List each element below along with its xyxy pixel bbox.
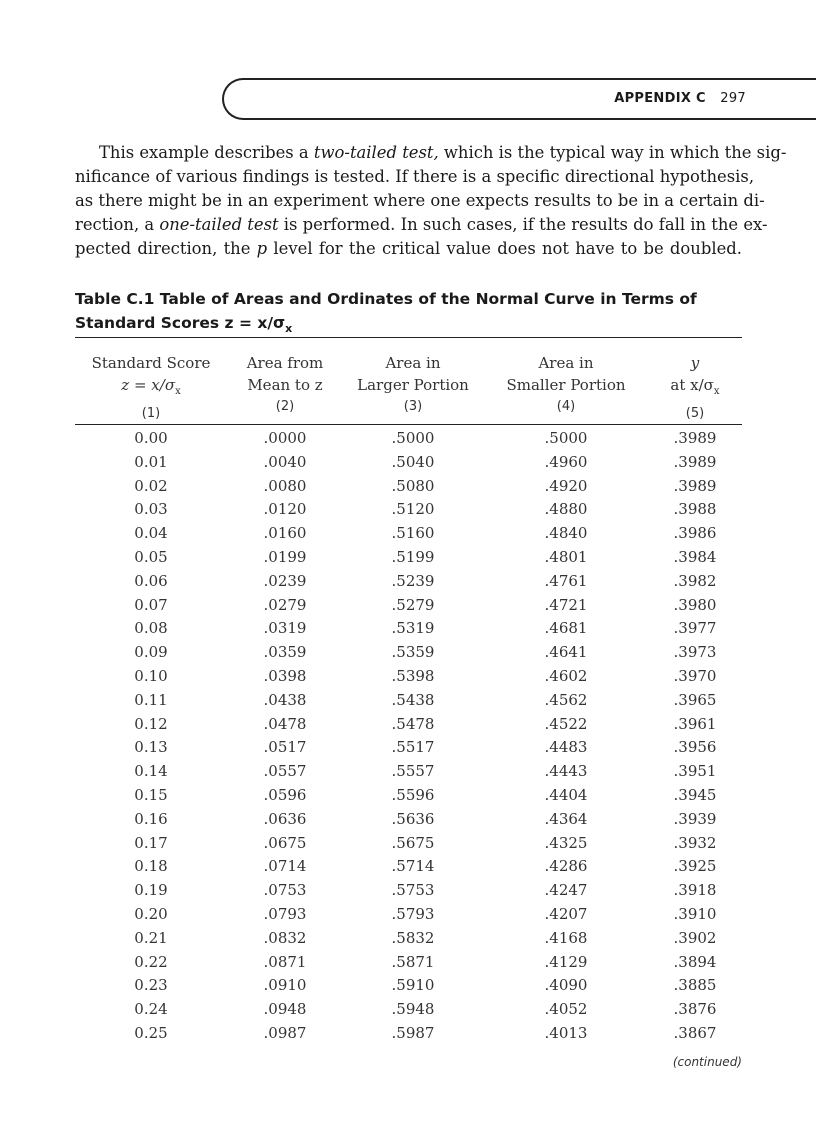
table-row — [75, 857, 742, 881]
paragraph-line: rection, a one-tailed test is performed. In such cases, if the results do fall in the ex- — [75, 215, 768, 234]
table-cell: .0438 — [263, 690, 307, 709]
table-row — [75, 619, 742, 643]
continued-note: (continued) — [672, 1055, 742, 1069]
table-row — [75, 667, 742, 691]
table-cell: 0.19 — [134, 881, 168, 900]
table-cell: .3989 — [673, 429, 717, 447]
table-cell: .0636 — [263, 809, 307, 828]
table-cell: .4681 — [544, 619, 588, 638]
table-cell: .5557 — [391, 762, 435, 781]
table-cell: 0.20 — [134, 905, 168, 923]
table-row — [75, 596, 742, 620]
table-cell: 0.18 — [134, 857, 168, 876]
table-row — [75, 548, 742, 572]
table-cell: .5675 — [391, 833, 435, 852]
table-cell: .0871 — [263, 952, 307, 971]
table-cell: .0596 — [263, 786, 307, 804]
section-label: APPENDIX C — [614, 91, 706, 106]
table-cell: .5398 — [391, 667, 435, 685]
table-cell: .4443 — [544, 762, 588, 781]
table-cell: .4801 — [544, 548, 588, 566]
paragraph-line: This example describes a two-tailed test, which is the typical way in which the sig- — [99, 143, 787, 162]
table-cell: .4483 — [544, 738, 588, 757]
table-cell: .4761 — [544, 571, 588, 590]
column-header-3: Area in Larger Portion (3) — [357, 354, 469, 414]
table-cell: .4721 — [544, 595, 588, 614]
table-cell: .4247 — [544, 881, 588, 900]
table-cell: .4404 — [544, 786, 588, 804]
table-cell: .3961 — [673, 714, 717, 733]
table-cell: .3989 — [673, 476, 717, 495]
table-cell: .5832 — [391, 928, 435, 947]
table-cell: .4129 — [544, 952, 588, 971]
table-cell: .4880 — [544, 500, 588, 519]
table-cell: 0.04 — [134, 524, 168, 543]
table-cell: 0.05 — [134, 548, 168, 566]
table-cell: .5199 — [391, 548, 435, 566]
page-number: 297 — [720, 91, 746, 106]
table-cell: .5793 — [391, 905, 435, 923]
table-cell: .0910 — [263, 976, 307, 995]
table-cell: .5910 — [391, 976, 435, 995]
paragraph-line: nificance of various findings is tested. If there is a specific directional hypothesis, — [75, 167, 755, 186]
table-cell: .4286 — [544, 857, 588, 876]
table-cell: 0.03 — [134, 500, 168, 519]
table-cell: .0239 — [263, 571, 307, 590]
table-cell: .3970 — [673, 667, 717, 685]
table-cell: .5438 — [391, 690, 435, 709]
table-cell: .5000 — [391, 429, 435, 447]
table-caption — [75, 287, 742, 341]
table-cell: .4920 — [544, 476, 588, 495]
table-row — [75, 429, 742, 453]
table-cell: 0.21 — [134, 928, 168, 947]
table-cell: .0359 — [263, 643, 307, 662]
table-row — [75, 929, 742, 953]
paragraph-line: pected direction, the p level for the critical value does not have to be doubled. — [75, 239, 742, 258]
table-cell: .4522 — [544, 714, 588, 733]
table-cell: 0.01 — [134, 452, 168, 471]
table-cell: .5160 — [391, 524, 435, 543]
paragraph-line: as there might be in an experiment where one expects results to be in a certain di- — [75, 191, 765, 210]
table-cell: .5359 — [391, 643, 435, 662]
table-cell: 0.06 — [134, 571, 168, 590]
table-cell: .5753 — [391, 881, 435, 900]
table-cell: .3982 — [673, 571, 717, 590]
table-cell: .0557 — [263, 762, 307, 781]
table-cell: .4207 — [544, 905, 588, 923]
table-cell: .5987 — [391, 1024, 435, 1042]
table-cell: .4602 — [544, 667, 588, 685]
table-cell: .3902 — [673, 928, 717, 947]
table-cell: .5080 — [391, 476, 435, 495]
table-cell: .0948 — [263, 1000, 307, 1019]
table-cell: .3925 — [673, 857, 717, 876]
table-cell: .4168 — [544, 928, 588, 947]
table-row — [75, 953, 742, 977]
table-cell: .0160 — [263, 524, 307, 543]
table-cell: .4052 — [544, 1000, 588, 1019]
table-cell: .5871 — [391, 952, 435, 971]
table-row — [75, 524, 742, 548]
column-header-4: Area in Smaller Portion (4) — [506, 354, 626, 414]
column-header-2: Area from Mean to z (2) — [246, 354, 324, 414]
table-cell: .0199 — [263, 548, 307, 566]
table-cell: 0.16 — [134, 809, 168, 828]
table-cell: .4641 — [544, 643, 588, 662]
table-header-rule — [75, 424, 742, 425]
caption-line-1: Table C.1 Table of Areas and Ordinates of the Normal Curve in Terms of — [75, 290, 697, 308]
table-cell: 0.22 — [134, 952, 168, 971]
table-cell: .0753 — [263, 881, 307, 900]
table-cell: 0.00 — [134, 429, 168, 447]
table-row — [75, 881, 742, 905]
table-cell: .0675 — [263, 833, 307, 852]
table-cell: .3977 — [673, 619, 717, 638]
table-cell: .3984 — [673, 548, 717, 566]
table-cell: .5596 — [391, 786, 435, 804]
table-cell: .4325 — [544, 833, 588, 852]
table-cell: .0714 — [263, 857, 307, 876]
table-cell: .3980 — [673, 595, 717, 614]
table-cell: 0.12 — [134, 714, 168, 733]
table-row — [75, 738, 742, 762]
table-cell: .5636 — [391, 809, 435, 828]
table-row — [75, 762, 742, 786]
table-cell: .3973 — [673, 643, 717, 662]
table-row — [75, 976, 742, 1000]
table-cell: 0.17 — [134, 833, 168, 852]
table-cell: .5714 — [391, 857, 435, 876]
table-cell: .0000 — [263, 429, 307, 447]
table-cell: .3945 — [673, 786, 717, 804]
table-cell: .0279 — [263, 595, 307, 614]
column-header-5: y at $x/\sigma_x$ (5) — [670, 354, 720, 421]
table-cell: .5120 — [391, 500, 435, 519]
table-cell: .0517 — [263, 738, 307, 757]
table-cell: .0080 — [263, 476, 307, 495]
table-cell: .0987 — [263, 1024, 307, 1042]
table-row — [75, 810, 742, 834]
table-cell: .5279 — [391, 595, 435, 614]
table-cell: 0.13 — [134, 738, 168, 757]
running-head — [614, 91, 746, 106]
table-cell: .3988 — [673, 500, 717, 519]
table-row — [75, 1000, 742, 1024]
table-cell: 0.02 — [134, 476, 168, 495]
table-row — [75, 786, 742, 810]
table-row — [75, 453, 742, 477]
table-cell: .0319 — [263, 619, 307, 638]
table-top-rule — [75, 337, 742, 338]
table-cell: .4364 — [544, 809, 588, 828]
table-row — [75, 715, 742, 739]
table-cell: .3951 — [673, 762, 717, 781]
table-cell: .5319 — [391, 619, 435, 638]
table-cell: .0478 — [263, 714, 307, 733]
table-row — [75, 691, 742, 715]
table-cell: .3894 — [673, 952, 717, 971]
table-cell: .3989 — [673, 452, 717, 471]
table-cell: 0.23 — [134, 976, 168, 995]
table-row — [75, 572, 742, 596]
table-row — [75, 834, 742, 858]
table-cell: .0120 — [263, 500, 307, 519]
table-row — [75, 1024, 742, 1048]
table-cell: .3867 — [673, 1024, 717, 1042]
table-cell: 0.25 — [134, 1024, 168, 1042]
body-paragraph — [75, 141, 787, 261]
table-cell: .4840 — [544, 524, 588, 543]
table-cell: .0398 — [263, 667, 307, 685]
table-cell: 0.11 — [134, 690, 168, 709]
table-cell: 0.14 — [134, 762, 168, 781]
table-cell: 0.08 — [134, 619, 168, 638]
table-cell: .3965 — [673, 690, 717, 709]
table-cell: .5517 — [391, 738, 435, 757]
table-cell: .0040 — [263, 452, 307, 471]
table-cell: .4013 — [544, 1024, 588, 1042]
table-cell: .3932 — [673, 833, 717, 852]
table-cell: .5948 — [391, 1000, 435, 1019]
table-cell: .3918 — [673, 881, 717, 900]
table-cell: .3939 — [673, 809, 717, 828]
table-cell: .4090 — [544, 976, 588, 995]
table-row — [75, 643, 742, 667]
table-cell: 0.10 — [134, 667, 168, 685]
table-cell: .3885 — [673, 976, 717, 995]
table-cell: .3876 — [673, 1000, 717, 1019]
table-cell: .4562 — [544, 690, 588, 709]
table-cell: 0.15 — [134, 786, 168, 804]
table-cell: .5040 — [391, 452, 435, 471]
table-row — [75, 905, 742, 929]
caption-line-2: Standard Scores $z = x/\sigma_x$ — [75, 314, 293, 336]
table-cell: .5239 — [391, 571, 435, 590]
table-row — [75, 500, 742, 524]
table-cell: 0.07 — [134, 595, 168, 614]
table-cell: 0.24 — [134, 1000, 168, 1019]
table-cell: .3956 — [673, 738, 717, 757]
table-cell: .3910 — [673, 905, 717, 923]
table-cell: .3986 — [673, 524, 717, 543]
table-cell: .5478 — [391, 714, 435, 733]
table-row — [75, 477, 742, 501]
table-cell: .5000 — [544, 429, 588, 447]
table-cell: .0832 — [263, 928, 307, 947]
table-cell: .4960 — [544, 452, 588, 471]
table-cell: .0793 — [263, 905, 307, 923]
table-cell: 0.09 — [134, 643, 168, 662]
column-header-1: Standard Score $z = x/\sigma_x$ (1) — [91, 354, 211, 421]
